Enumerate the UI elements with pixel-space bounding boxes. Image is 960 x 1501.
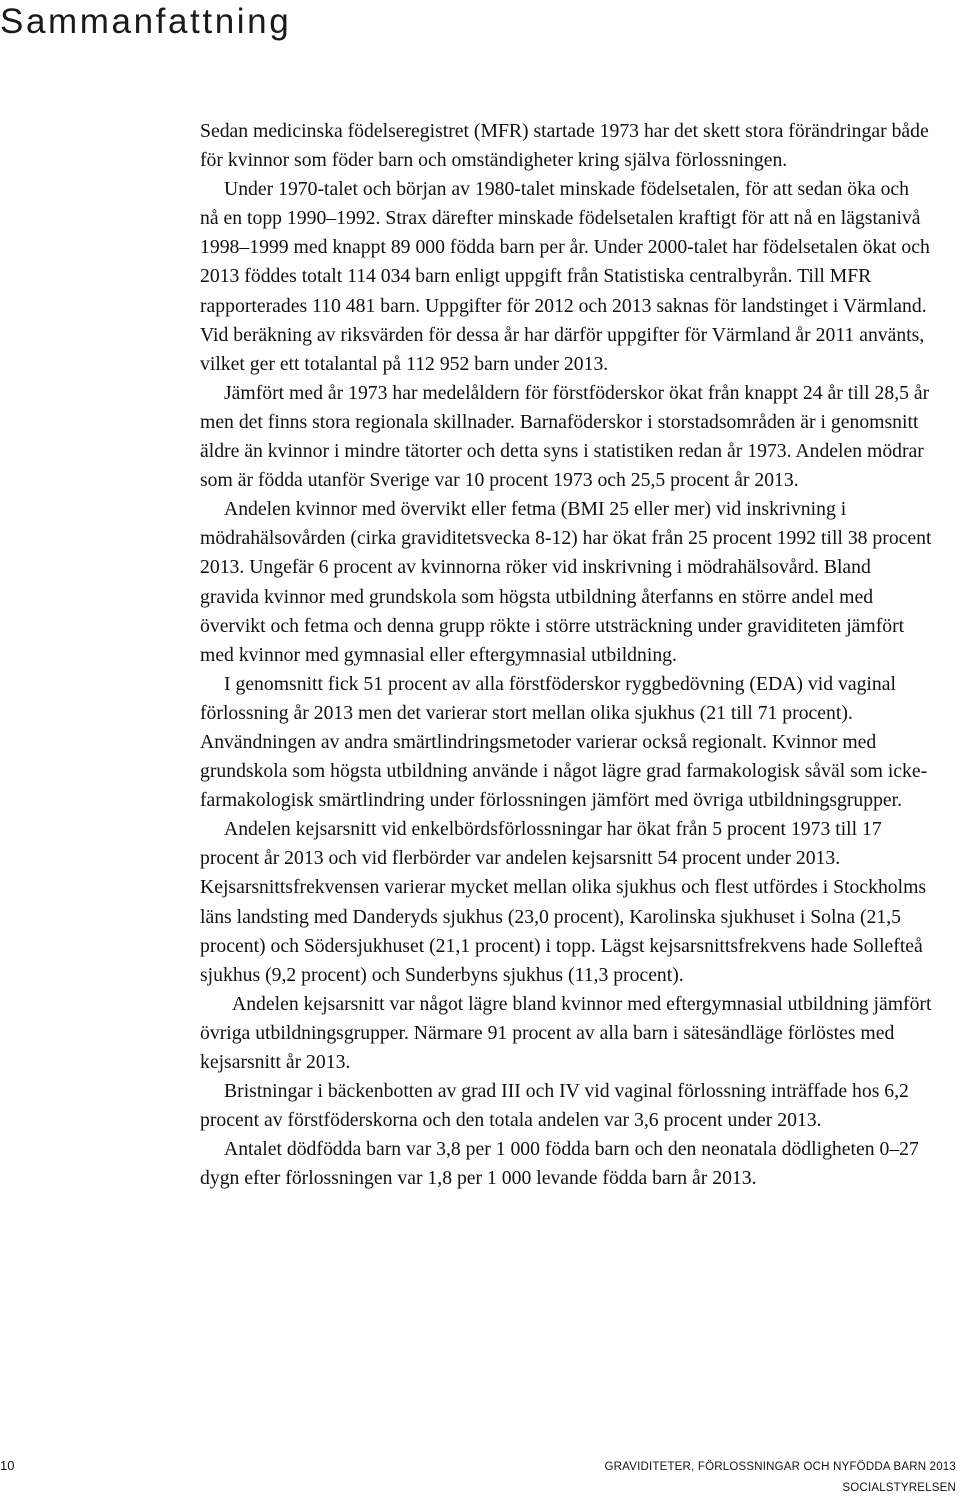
paragraph-maternal-age: Jämfört med år 1973 har medelåldern för förstföderskor ökat från knappt 24 år till 28,5 år men det finns stora regionala skillnader. Barnaföderskor i storstadsområden är i genomsnitt äldre än kvinnor i mindre tätorter och detta syns i statistiken redan år 1973. Andelen mödrar som är födda utanför Sverige var 10 procent 1973 och 25,5 procent år 2013. (200, 381, 930, 492)
paragraph-caesarean-education: Andelen kejsarsnitt var något lägre bland kvinnor med eftergymnasial utbildning jämfört övriga utbildningsgrupper. Närmare 91 procent av alla barn i sätesändläge förlöstes med kejsarsnitt år 2013. (200, 992, 932, 1073)
paragraph-epidural: I genomsnitt fick 51 procent av alla förstföderskor ryggbedövning (EDA) vid vaginal förlossning år 2013 men det varierar stort mellan olika sjukhus (21 till 71 procent). Användningen av andra smärtlindringsmetoder varierar också regionalt. Kvinnor med grundskola som högsta utbildning använde i något lägre grad farmakologisk såväl som icke-farmakologisk smärtlindring under förlossningen jämfört med övriga utbildningsgrupper. (200, 672, 928, 812)
paragraph-bmi-smoking: Andelen kvinnor med övervikt eller fetma (BMI 25 eller mer) vid inskrivning i mödrahälsovården (cirka graviditetsvecka 8-12) har ökat från 25 procent 1992 till 38 procent 2013. Ungefär 6 procent av kvinnorna röker vid inskrivning i mödrahälsovård. Bland gravida kvinnor med grundskola som högsta utbildning återfanns en större andel med övervikt och fetma och denna grupp rökte i större utsträckning under graviditeten jämfört med kvinnor med gymnasial eller eftergymnasial utbildning. (200, 498, 932, 666)
footer-organization: SOCIALSTYRELSEN (842, 1482, 956, 1494)
footer-page-number: 10 (0, 1458, 15, 1473)
paragraph-caesarean: Andelen kejsarsnitt vid enkelbördsförlossningar har ökat från 5 procent 1973 till 17 procent år 2013 och vid flerbörder var andelen kejsarsnitt 54 procent under 2013. Kejsarsnittsfrekvensen varierar mycket mellan olika sjukhus och flest utfördes i Stockholms läns landsting med Danderyds sjukhus (23,0 procent), Karolinska sjukhuset i Solna (21,5 procent) och Södersjukhuset (21,1 procent) i topp. Lägst kejsarsnittsfrekvens hade Sollefteå sjukhus (9,2 procent) och Sunderbyns sjukhus (11,3 procent). (200, 818, 927, 986)
paragraph-intro: Sedan medicinska födelseregistret (MFR) startade 1973 har det skett stora förändringar både för kvinnor som föder barn och omständigheter kring själva förlossningen. (200, 120, 929, 172)
paragraph-birth-rates: Under 1970-talet och början av 1980-talet minskade födelsetalen, för att sedan öka och nå en topp 1990–1992. Strax därefter minskade födelsetalen kraftigt för att nå en lägstanivå 1998–1999 med knappt 89 000 födda barn per år. Under 2000-talet har födelsetalen ökat och 2013 föddes totalt 114 034 barn enligt uppgift från Statistiska centralbyrån. Till MFR rapporterades 110 481 barn. Uppgifter för 2012 och 2013 saknas för landstinget i Värmland. Vid beräkning av riksvärden för dessa år har därför uppgifter för Värmland år 2011 använts, vilket ger ett totalantal på 112 952 barn under 2013. (200, 178, 930, 375)
page-title: Sammanfattning (0, 2, 292, 41)
paragraph-stillbirth: Antalet dödfödda barn var 3,8 per 1 000 födda barn och den neonatala dödligheten 0–27 dygn efter förlossningen var 1,8 per 1 000 levande födda barn år 2013. (200, 1138, 919, 1190)
summary-body (200, 117, 932, 1193)
footer-publication-title: GRAVIDITETER, FÖRLOSSNINGAR OCH NYFÖDDA BARN 2013 (604, 1461, 956, 1473)
paragraph-perineal-tears: Bristningar i bäckenbotten av grad III och IV vid vaginal förlossning inträffade hos 6,2 procent av förstföderskorna och den totala andelen var 3,6 procent under 2013. (200, 1080, 909, 1132)
